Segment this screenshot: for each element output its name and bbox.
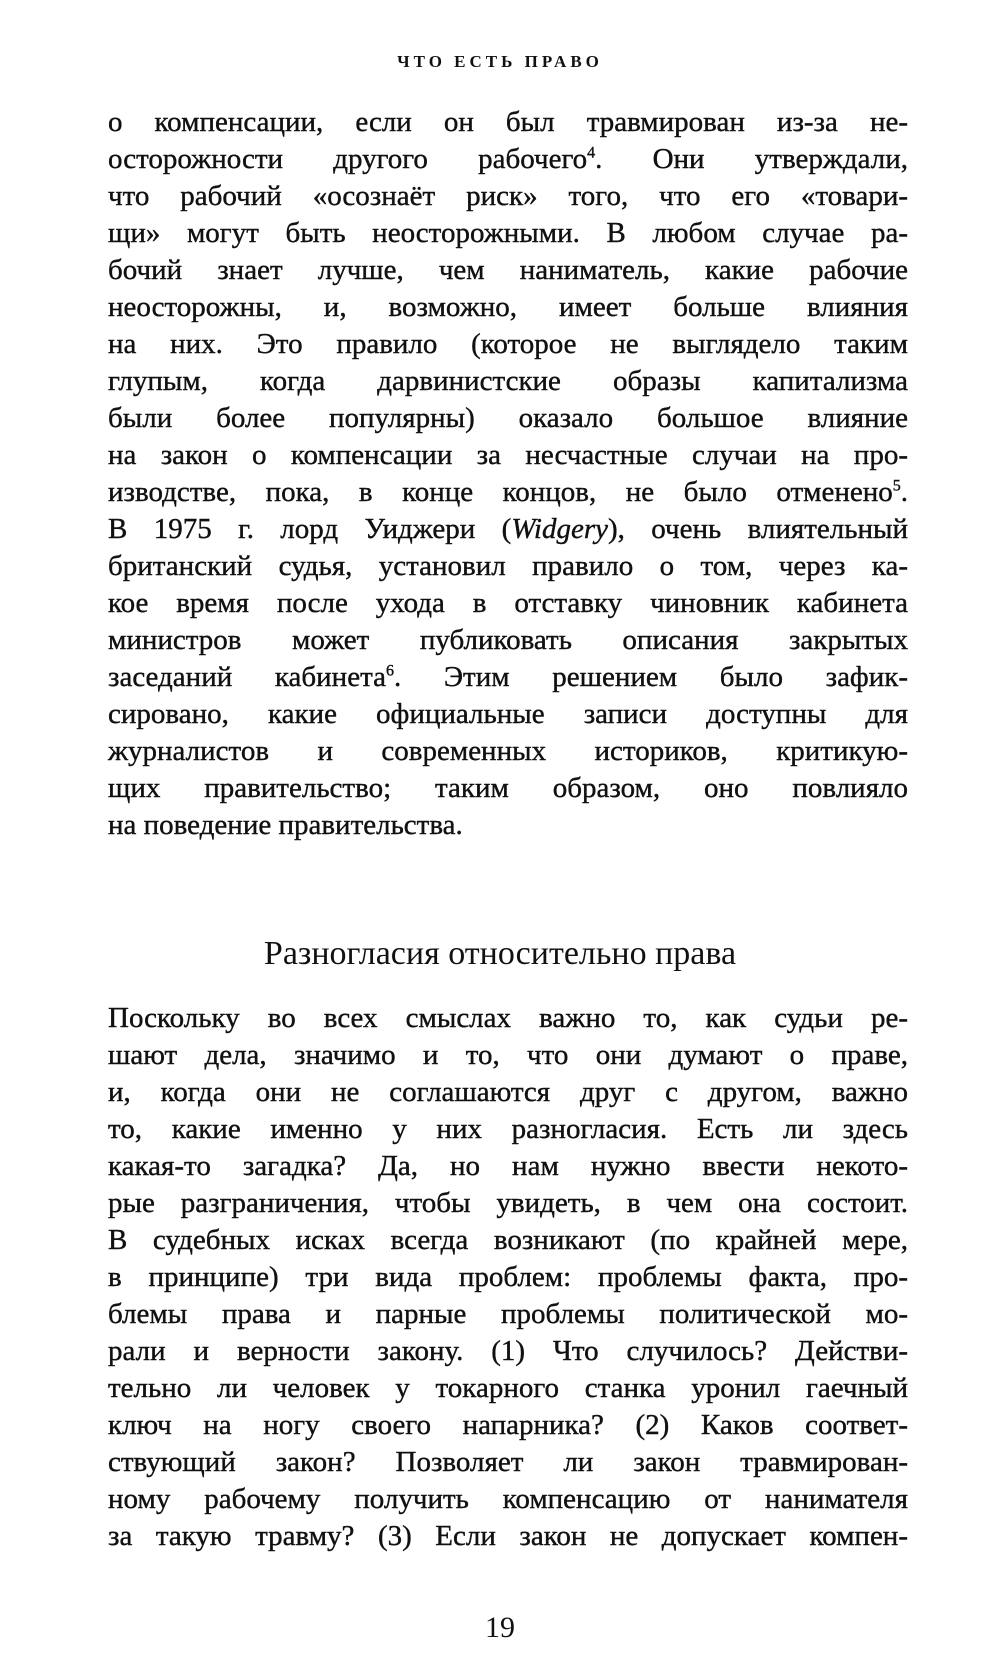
paragraph-line: В 1975 г. лорд Уиджери (Widgery), очень влиятельный: [108, 513, 908, 545]
paragraph-line: ствующий закон? Позволяет ли закон травмирован-: [108, 1446, 908, 1478]
footnote-marker: 6: [385, 662, 394, 680]
paragraph-line: В судебных исках всегда возникают (по крайней мере,: [108, 1224, 908, 1256]
paragraph-line: щи» могут быть неосторожными. В любом случае ра-: [108, 217, 908, 249]
paragraph-line: на закон о компенсации за несчастные случаи на про-: [108, 439, 908, 471]
italic-name: Widgery: [511, 513, 608, 545]
paragraph-line: были более популярны) оказало большое влияние: [108, 402, 908, 434]
paragraph-line: в принципе) три вида проблем: проблемы факта, про-: [108, 1261, 908, 1293]
paragraph-line: заседаний кабинета$^6$. Этим решением было зафик-: [108, 661, 908, 693]
paragraph-line: осторожности другого рабочего$^4$. Они утверждали,: [108, 143, 908, 175]
paragraph-line: на них. Это правило (которое не выглядело таким: [108, 328, 908, 360]
paragraph-line: рые разграничения, чтобы увидеть, в чем она состоит.: [108, 1187, 908, 1219]
paragraph-line: блемы права и парные проблемы политической мо-: [108, 1298, 908, 1330]
page-number: 19: [485, 1611, 515, 1644]
paragraph-line: и, когда они не соглашаются друг с другом, важно: [108, 1076, 908, 1108]
paragraph-one: [108, 104, 908, 844]
paragraph-line: журналистов и современных историков, критикую-: [108, 735, 908, 767]
paragraph-line: ключ на ногу своего напарника? (2) Каков соответ-: [108, 1409, 908, 1441]
footnote-marker: 4: [587, 144, 596, 162]
section-heading: Разногласия относительно права: [263, 935, 737, 973]
paragraph-line: Поскольку во всех смыслах важно то, как судьи ре-: [108, 1002, 908, 1034]
paragraph-two: [108, 1000, 908, 1555]
paragraph-line: изводстве, пока, в конце концов, не было отменено$^5$.: [108, 476, 908, 508]
paragraph-line: что рабочий «осознаёт риск» того, что его «товари-: [108, 180, 908, 212]
paragraph-line: какая-то загадка? Да, но нам нужно ввести некото-: [108, 1150, 908, 1182]
paragraph-line: о компенсации, если он был травмирован из-за не-: [108, 106, 908, 138]
paragraph-line: тельно ли человек у токарного станка уронил гаечный: [108, 1372, 908, 1404]
paragraph-line: ному рабочему получить компенсацию от нанимателя: [108, 1483, 908, 1515]
running-head: ЧТО ЕСТЬ ПРАВО: [397, 52, 603, 71]
paragraph-line: министров может публиковать описания закрытых: [108, 624, 908, 656]
paragraph-line: сировано, какие официальные записи доступны для: [108, 698, 908, 730]
paragraph-line: рали и верности закону. (1) Что случилось? Действи-: [108, 1335, 908, 1367]
paragraph-line: за такую травму? (3) Если закон не допускает компен-: [108, 1520, 908, 1552]
paragraph-line: глупым, когда дарвинистские образы капитализма: [108, 365, 908, 397]
paragraph-line: британский судья, установил правило о том, через ка-: [108, 550, 908, 582]
paragraph-line: то, какие именно у них разногласия. Есть ли здесь: [108, 1113, 908, 1145]
paragraph-line: щих правительство; таким образом, оно повлияло: [108, 772, 908, 804]
paragraph-line: шают дела, значимо и то, что они думают о праве,: [108, 1039, 908, 1071]
paragraph-line: кое время после ухода в отставку чиновник кабинета: [108, 587, 908, 619]
footnote-marker: 5: [892, 477, 901, 495]
paragraph-line: на поведение правительства.: [108, 809, 463, 841]
paragraph-line: бочий знает лучше, чем наниматель, какие рабочие: [108, 254, 908, 286]
paragraph-line: неосторожны, и, возможно, имеет больше влияния: [108, 291, 908, 323]
